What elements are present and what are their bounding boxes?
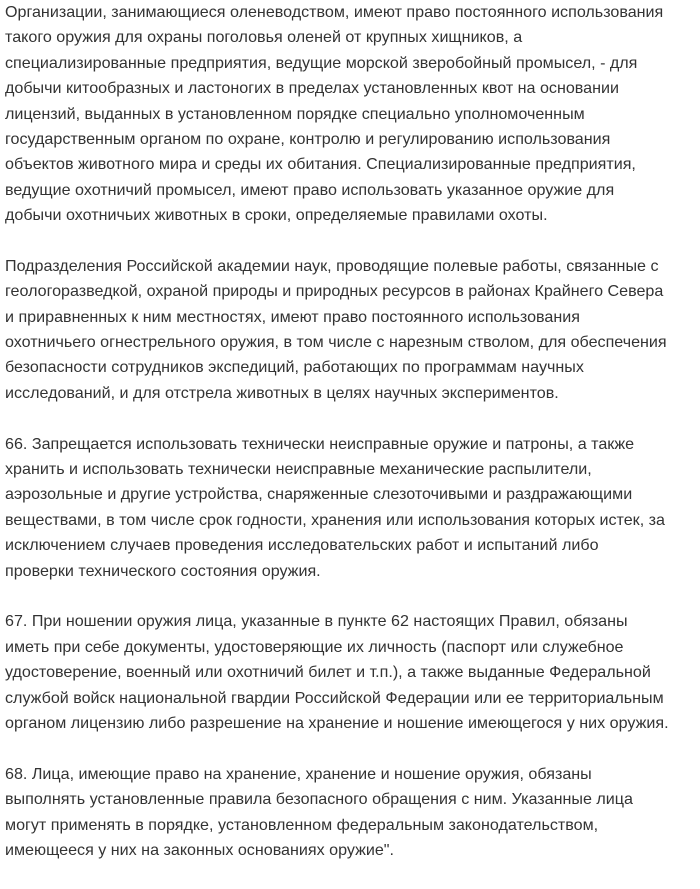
text-line: имеющееся у них на законных основаниях оружие". (5, 840, 394, 859)
paragraph-reindeer-herding (5, 0, 697, 229)
paragraph-clause-66 (5, 432, 697, 584)
text-line: могут применять в порядке, установленном федеральным законодательством, (5, 815, 599, 834)
text-line: добычи охотничьих животных в сроки, определяемые правилами охоты. (5, 206, 548, 225)
text-line: безопасности сотрудников экспедиций, работающих по программам научных (5, 358, 584, 377)
text-line: такого оружия для охраны поголовья оленей от крупных хищников, а (5, 28, 523, 47)
text-line: органом лицензию либо разрешение на хранение и ношение имеющегося у них оружия. (5, 713, 669, 732)
text-line: 68. Лица, имеющие право на хранение, хранение и ношение оружия, обязаны (5, 764, 592, 783)
text-line: проверки технического состояния оружия. (5, 561, 321, 580)
text-line: аэрозольные и другие устройства, снаряженные слезоточивыми и раздражающими (5, 485, 633, 504)
text-line: Организации, занимающиеся оленеводством, имеют право постоянного использования (5, 3, 664, 21)
document-body (5, 0, 697, 889)
text-line: 67. При ношении оружия лица, указанные в пункте 62 настоящих Правил, обязаны (5, 612, 628, 631)
text-line: 66. Запрещается использовать технически неисправные оружие и патроны, а также (5, 434, 635, 453)
text-line: объектов животного мира и среды их обитания. Специализированные предприятия, (5, 155, 636, 174)
paragraph-academy-of-sciences (5, 254, 697, 406)
text-line: Подразделения Российской академии наук, проводящие полевые работы, связанные с (5, 256, 659, 275)
text-line: службой войск национальной гвардии Российской Федерации или ее территориальным (5, 688, 664, 707)
text-line: удостоверение, военный или охотничий билет и т.п.), а также выданные Федеральной (5, 663, 651, 682)
paragraph-clause-68 (5, 762, 697, 864)
text-line: хранить и использовать технически неисправные механические распылители, (5, 460, 592, 479)
text-line: выполнять установленные правила безопасного обращения с ним. Указанные лица (5, 790, 633, 809)
text-line: и приравненных к ним местностях, имеют право постоянного использования (5, 307, 580, 326)
text-line: иметь при себе документы, удостоверяющие их личность (паспорт или служебное (5, 637, 624, 656)
text-line: исследований, и для отстрела животных в целях научных экспериментов. (5, 383, 559, 402)
text-line: ведущие охотничий промысел, имеют право использовать указанное оружие для (5, 180, 615, 199)
text-line: добычи китообразных и ластоногих в пределах установленных квот на основании (5, 79, 619, 98)
text-line: лицензий, выданных в установленном порядке специально уполномоченным (5, 104, 585, 123)
text-line: исключением случаев проведения исследовательских работ и испытаний либо (5, 536, 599, 555)
text-line: веществами, в том числе срок годности, хранения или использования которых истек, за (5, 510, 665, 529)
paragraph-clause-67 (5, 609, 697, 736)
text-line: специализированные предприятия, ведущие морской зверобойный промысел, - для (5, 53, 638, 72)
text-line: охотничьего огнестрельного оружия, в том числе с нарезным стволом, для обеспечения (5, 333, 667, 352)
text-line: государственным органом по охране, контролю и регулированию использования (5, 129, 611, 148)
text-line: геологоразведкой, охраной природы и природных ресурсов в районах Крайнего Севера (5, 282, 664, 301)
